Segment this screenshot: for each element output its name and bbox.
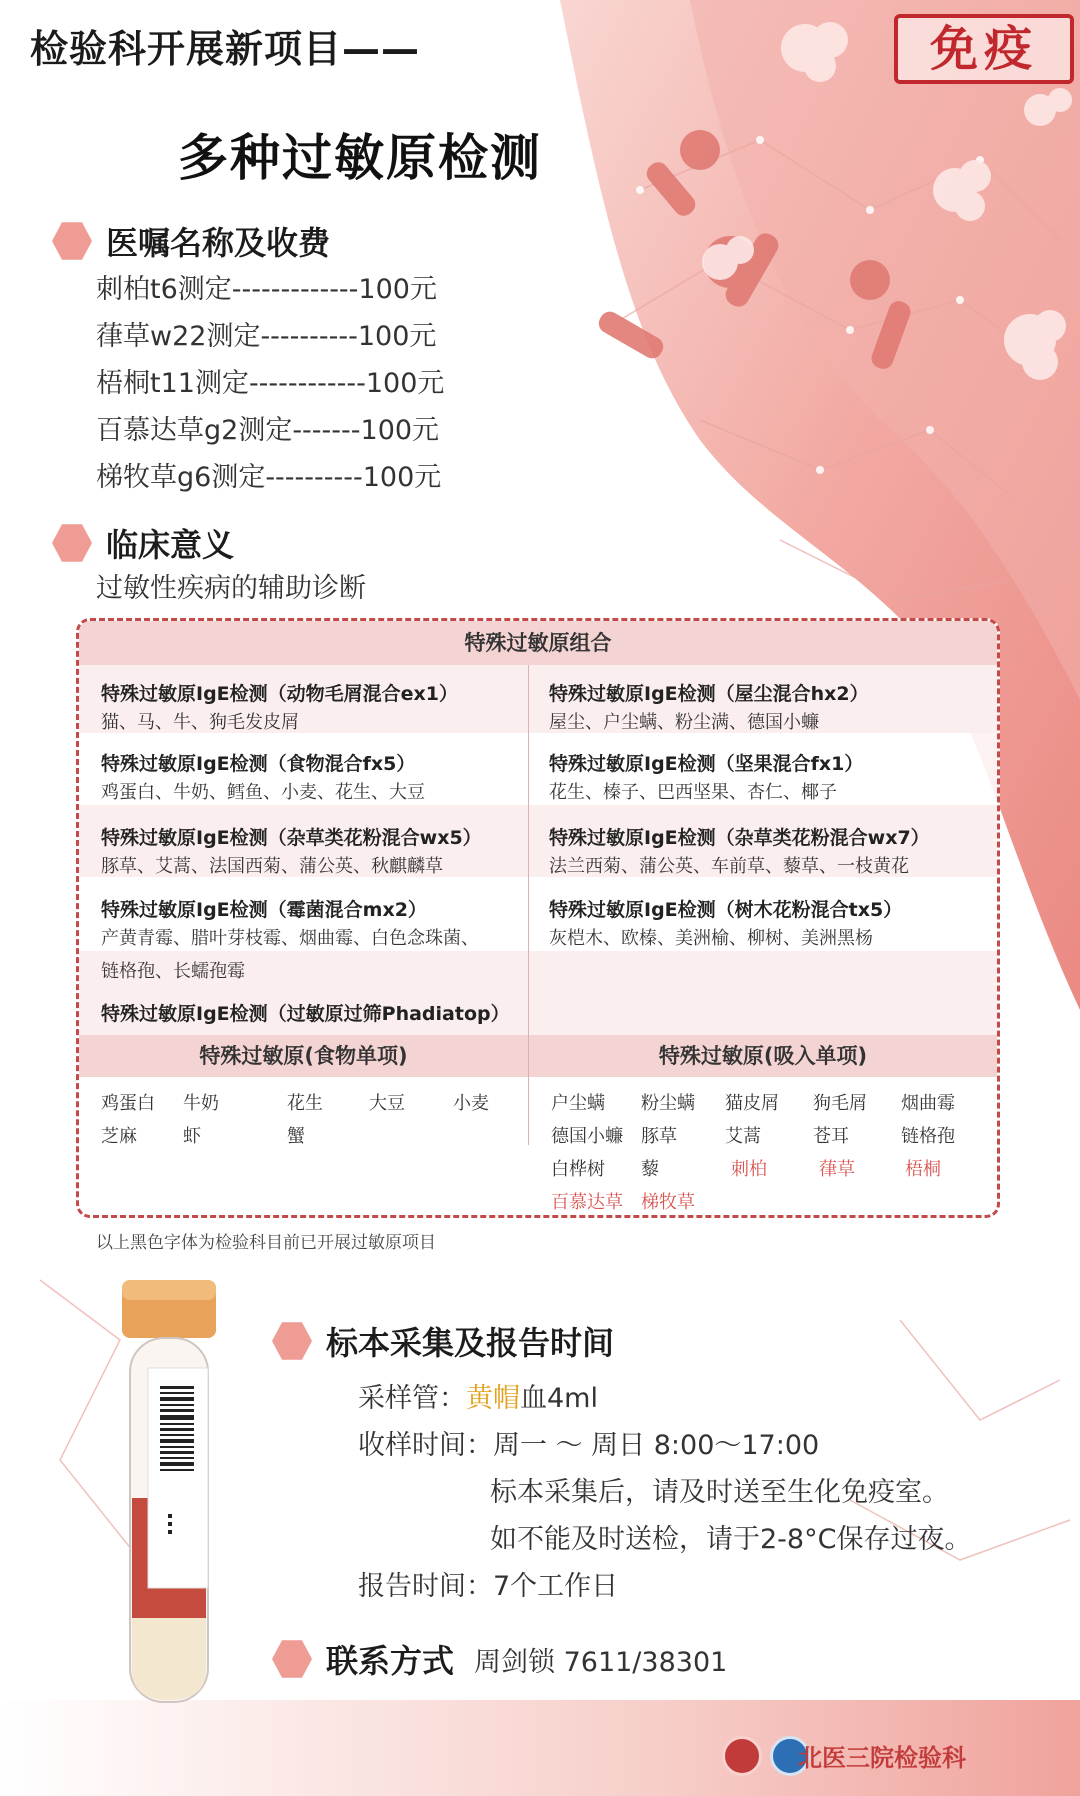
- inhale-item: 猫皮屑: [725, 1093, 779, 1114]
- sample-section-header: [272, 1318, 614, 1364]
- tube-volume: 血4ml: [520, 1383, 598, 1414]
- food-item: 鸡蛋白: [101, 1093, 155, 1114]
- collection-time-value: 周一 ～ 周日 8:00～17:00: [493, 1430, 820, 1461]
- tube-line: [358, 1376, 598, 1415]
- combo-cell: [549, 679, 869, 739]
- fee-item: 刺柏t6测定-------------100元: [96, 274, 437, 305]
- contact-section-header: [272, 1636, 727, 1682]
- combo-cell: [101, 895, 479, 988]
- inhale-item: 粉尘螨: [641, 1093, 695, 1114]
- tube-label: 采样管：: [358, 1383, 466, 1414]
- inhale-item: 户尘螨: [551, 1093, 605, 1114]
- combo-cell: [549, 749, 863, 809]
- meaning-section-title: 临床意义: [106, 526, 235, 564]
- inhale-item: 藜: [641, 1159, 659, 1180]
- combo-cell: [549, 895, 902, 955]
- inhale-single-header: 特殊过敏原(吸入单项): [529, 1035, 997, 1077]
- hospital-logo-icon: [722, 1736, 762, 1776]
- inhale-item-new: 百慕达草: [551, 1192, 623, 1213]
- combo-title: 特殊过敏原IgE检测（树木花粉混合tx5）: [549, 899, 903, 921]
- combo-items: 豚草、艾蒿、法国西菊、蒲公英、秋麒麟草: [101, 856, 443, 877]
- fees-section-header: [52, 218, 330, 264]
- combo-items: 法兰西菊、蒲公英、车前草、藜草、一枝黄花: [549, 856, 909, 877]
- hexagon-bullet-icon: [52, 523, 92, 563]
- immunology-stamp: 免疫: [894, 14, 1074, 84]
- food-single-header: 特殊过敏原(食物单项): [79, 1035, 528, 1077]
- brand-logos: [722, 1736, 810, 1776]
- blood-tube-illustration: [118, 1278, 220, 1720]
- combo-items: 产黄青霉、腊叶芽枝霉、烟曲霉、白色念珠菌、: [101, 928, 479, 949]
- combo-items: 灰桤木、欧榛、美洲榆、柳树、美洲黑杨: [549, 928, 873, 949]
- combo-cell: [549, 823, 930, 883]
- report-time-value: 7个工作日: [493, 1571, 619, 1602]
- inhale-item-new: 葎草: [819, 1159, 855, 1180]
- inhale-item: 豚草: [641, 1126, 677, 1147]
- collection-time-label: 收样时间：: [358, 1430, 493, 1461]
- combo-items: 花生、榛子、巴西坚果、杏仁、椰子: [549, 782, 837, 803]
- fee-list: [96, 266, 444, 501]
- food-item: 小麦: [453, 1093, 489, 1114]
- combo-title: 特殊过敏原IgE检测（屋尘混合hx2）: [549, 683, 869, 705]
- inhale-item-new: 梯牧草: [641, 1192, 695, 1213]
- hexagon-bullet-icon: [52, 221, 92, 261]
- inhale-item: 苍耳: [813, 1126, 849, 1147]
- food-item: 芝麻: [101, 1126, 137, 1147]
- inhale-item: 链格孢: [901, 1126, 955, 1147]
- combo-items: 鸡蛋白、牛奶、鳕鱼、小麦、花生、大豆: [101, 782, 425, 803]
- combo-title: 特殊过敏原IgE检测（霉菌混合mx2）: [101, 899, 427, 921]
- inhale-item: 艾蒿: [725, 1126, 761, 1147]
- combo-cell: [101, 999, 510, 1026]
- hexagon-bullet-icon: [272, 1639, 312, 1679]
- page-title: 多种过敏原检测: [178, 129, 542, 187]
- table-header: 特殊过敏原组合: [79, 621, 997, 665]
- collection-time-line: [358, 1423, 819, 1462]
- meaning-text: 过敏性疾病的辅助诊断: [96, 573, 366, 604]
- combo-title: 特殊过敏原IgE检测（坚果混合fx1）: [549, 753, 864, 775]
- inhale-item: 德国小蠊: [551, 1126, 623, 1147]
- contact-section-title: 联系方式: [326, 1642, 455, 1680]
- contact-value: 周剑锁 7611/38301: [474, 1646, 728, 1678]
- combo-items: 屋尘、户尘螨、粉尘满、德国小蠊: [549, 712, 819, 733]
- fee-item: 葎草w22测定----------100元: [96, 321, 437, 352]
- fees-section-title: 医嘱名称及收费: [106, 224, 331, 262]
- brand-name: 北医三院检验科: [798, 1744, 966, 1772]
- combo-cell: [101, 749, 425, 809]
- food-item: 蟹: [287, 1126, 305, 1147]
- combo-cell: [101, 679, 458, 739]
- hexagon-bullet-icon: [272, 1321, 312, 1361]
- combo-items: 猫、马、牛、狗毛发皮屑: [101, 712, 299, 733]
- combo-title: 特殊过敏原IgE检测（杂草类花粉混合wx7）: [549, 827, 930, 849]
- inhale-item-new: 刺柏: [731, 1159, 767, 1180]
- food-item: 虾: [183, 1126, 201, 1147]
- report-time-line: [358, 1564, 618, 1603]
- collection-note: 标本采集后，请及时送至生化免疫室。: [490, 1477, 949, 1508]
- food-item: 大豆: [369, 1093, 405, 1114]
- food-item: 牛奶: [183, 1093, 219, 1114]
- inhale-item: 狗毛屑: [813, 1093, 867, 1114]
- inhale-item-new: 梧桐: [905, 1159, 941, 1180]
- combo-items: 链格孢、长蠕孢霉: [101, 961, 245, 982]
- report-time-label: 报告时间：: [358, 1571, 493, 1602]
- allergen-table: [76, 618, 1000, 1218]
- fee-item: 百慕达草g2测定-------100元: [96, 415, 440, 446]
- storage-note: 如不能及时送检，请于2-8°C保存过夜。: [490, 1524, 972, 1555]
- food-item: 花生: [287, 1093, 323, 1114]
- combo-title: 特殊过敏原IgE检测（食物混合fx5）: [101, 753, 416, 775]
- combo-title: 特殊过敏原IgE检测（杂草类花粉混合wx5）: [101, 827, 482, 849]
- combo-title: 特殊过敏原IgE检测（动物毛屑混合ex1）: [101, 683, 459, 705]
- combo-cell: [101, 823, 482, 883]
- inhale-item: 白桦树: [551, 1159, 605, 1180]
- meaning-section-header: [52, 520, 234, 566]
- fee-item: 梧桐t11测定------------100元: [96, 368, 445, 399]
- fee-item: 梯牧草g6测定----------100元: [96, 462, 442, 493]
- combo-title: 特殊过敏原IgE检测（过敏原过筛Phadiatop）: [101, 1003, 510, 1025]
- inhale-item: 烟曲霉: [901, 1093, 955, 1114]
- table-footnote: 以上黑色字体为检验科目前已开展过敏原项目: [96, 1233, 436, 1253]
- sample-section-title: 标本采集及报告时间: [326, 1324, 615, 1362]
- tube-cap-color: 黄帽: [466, 1383, 520, 1414]
- department-heading: 检验科开展新项目——: [30, 27, 421, 71]
